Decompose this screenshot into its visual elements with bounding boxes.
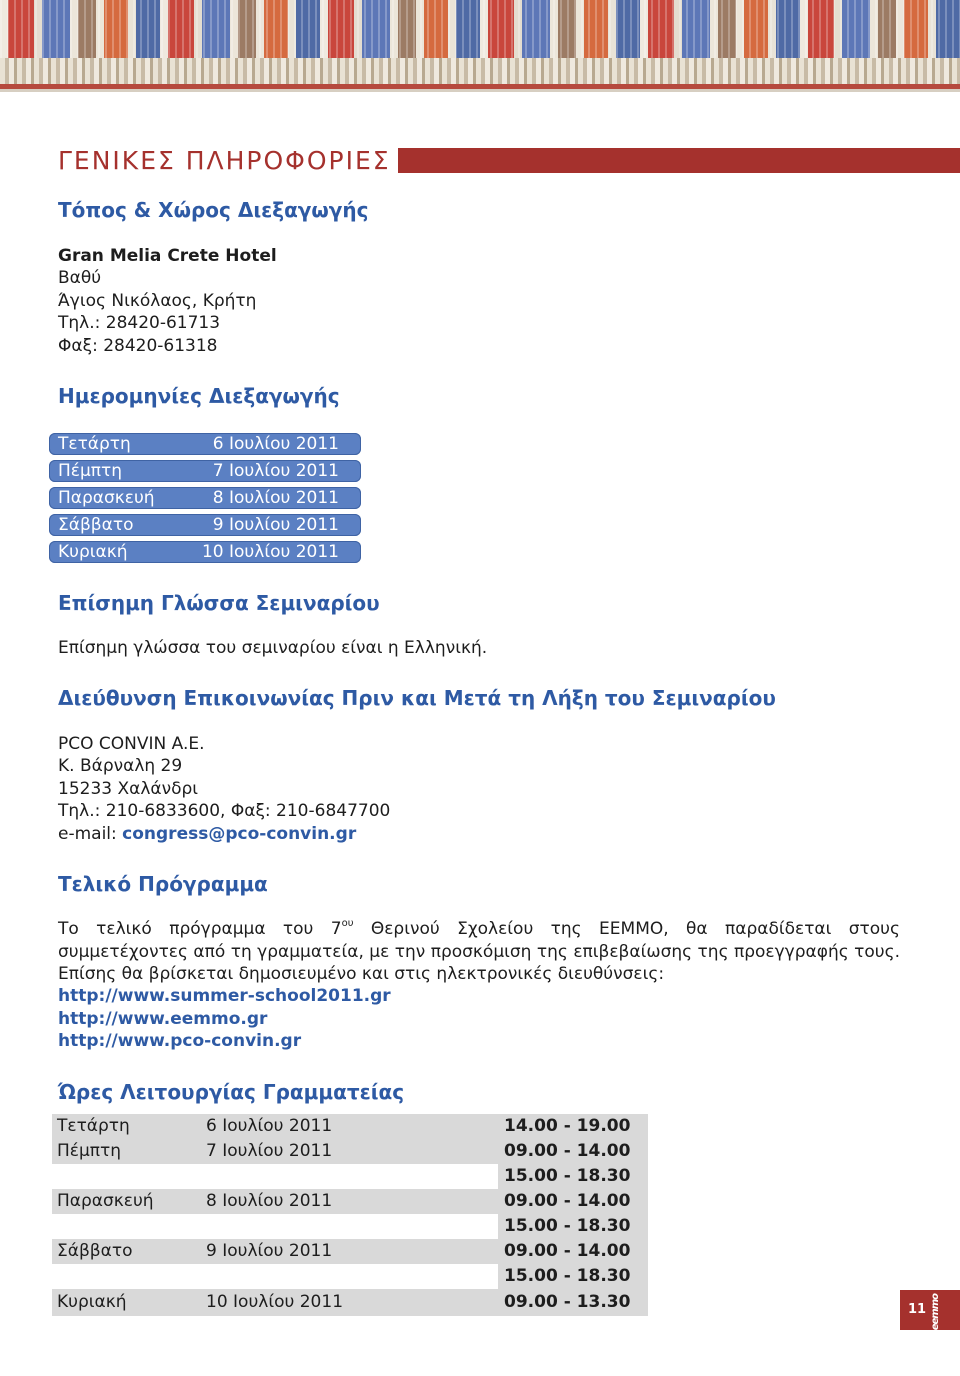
table-row: [52, 1264, 648, 1289]
date-value: 9 Ιουλίου 2011: [212, 515, 339, 535]
date-pill: [49, 433, 361, 455]
dates-heading: Ημερομηνίες Διεξαγωγής: [58, 384, 340, 408]
hours-time: 09.00 - 14.00: [504, 1241, 631, 1261]
hours-day: Πέμπτη: [57, 1141, 122, 1161]
hours-time: 14.00 - 19.00: [504, 1116, 631, 1136]
program-link[interactable]: http://www.eemmo.gr: [58, 1009, 268, 1029]
hours-day: Σάββατο: [57, 1241, 133, 1261]
date-pill: [49, 460, 361, 482]
venue-heading: Τόπος & Χώρος Διεξαγωγής: [58, 198, 369, 222]
hours-date: 9 Ιουλίου 2011: [206, 1241, 333, 1261]
contact-heading: Διεύθυνση Επικοινωνίας Πριν και Μετά τη Λήξη του Σεμιναρίου: [58, 686, 776, 710]
date-value: 7 Ιουλίου 2011: [212, 461, 339, 481]
date-pill: [49, 541, 361, 563]
hours-time: 09.00 - 14.00: [504, 1191, 631, 1211]
hours-day: Παρασκευή: [57, 1191, 154, 1211]
hours-date: 10 Ιουλίου 2011: [206, 1292, 344, 1312]
hours-date: 7 Ιουλίου 2011: [206, 1141, 333, 1161]
table-row: [52, 1289, 648, 1316]
table-row: [52, 1139, 648, 1164]
hours-time: 09.00 - 13.30: [504, 1292, 631, 1312]
page-title: ΓΕΝΙΚΕΣ ΠΛΗΡΟΦΟΡΙΕΣ: [58, 146, 391, 175]
table-row: [52, 1214, 648, 1239]
hours-table: [52, 1114, 648, 1316]
contact-city: 15233 Χαλάνδρι: [58, 779, 199, 799]
date-day: Σάββατο: [58, 515, 134, 535]
hours-time: 15.00 - 18.30: [498, 1264, 648, 1289]
hours-time: 09.00 - 14.00: [504, 1141, 631, 1161]
table-row: [52, 1189, 648, 1214]
dates-list: [49, 433, 361, 568]
date-pill: [49, 487, 361, 509]
table-row: [52, 1164, 648, 1189]
venue-line1: Βαθύ: [58, 268, 102, 288]
date-day: Πέμπτη: [58, 461, 123, 481]
decorative-mosaic-band: [0, 0, 960, 95]
hours-date: 8 Ιουλίου 2011: [206, 1191, 333, 1211]
program-text-b: Θερινού Σχολείου της ΕΕΜΜΟ, θα παραδίδεται στους συμμετέχοντες από τη γραμματεία, με την προσκόμιση της επιβεβαίωσης της προεγγραφής τους. Επίσης θα βρίσκεται δημοσιευμένο και στις ηλεκτρονικές διευθύνσεις:: [58, 919, 900, 984]
contact-street: Κ. Βάρναλη 29: [58, 756, 183, 776]
hours-day: Τετάρτη: [57, 1116, 130, 1136]
page-number: 11: [908, 1302, 927, 1317]
venue-name: Gran Melia Crete Hotel: [58, 246, 277, 266]
program-link[interactable]: http://www.summer-school2011.gr: [58, 986, 391, 1006]
mosaic-gray-line: [0, 89, 960, 92]
date-day: Κυριακή: [58, 542, 128, 562]
language-heading: Επίσημη Γλώσσα Σεμιναρίου: [58, 591, 380, 615]
program-link[interactable]: http://www.pco-convin.gr: [58, 1031, 302, 1051]
eemmo-logo: eemmo: [930, 1294, 941, 1331]
program-heading: Τελικό Πρόγραμμα: [58, 872, 268, 896]
hours-time: 15.00 - 18.30: [498, 1164, 648, 1189]
program-text: [58, 918, 900, 986]
hours-heading: Ώρες Λειτουργίας Γραμματείας: [58, 1080, 405, 1104]
venue-line2: Άγιος Νικόλαος, Κρήτη: [58, 291, 257, 311]
email-link[interactable]: congress@pco-convin.gr: [122, 824, 357, 844]
table-row: [52, 1114, 648, 1139]
date-value: 8 Ιουλίου 2011: [212, 488, 339, 508]
venue-phone: Τηλ.: 28420-61713: [58, 313, 221, 333]
date-pill: [49, 514, 361, 536]
mosaic-pattern: [0, 0, 960, 58]
contact-company: PCO CONVIN A.E.: [58, 734, 205, 754]
program-text-sup: ου: [341, 918, 354, 929]
hours-date: 6 Ιουλίου 2011: [206, 1116, 333, 1136]
hours-day: Κυριακή: [57, 1292, 127, 1312]
venue-fax: Φαξ: 28420-61318: [58, 336, 218, 356]
title-bar: [398, 148, 960, 173]
date-day: Παρασκευή: [58, 488, 155, 508]
contact-phones: Τηλ.: 210-6833600, Φαξ: 210-6847700: [58, 801, 391, 821]
contact-email-line: [58, 823, 356, 846]
mosaic-stripe: [0, 58, 960, 84]
language-text: Επίσημη γλώσσα του σεμιναρίου είναι η Ελληνική.: [58, 638, 488, 658]
date-value: 10 Ιουλίου 2011: [201, 542, 339, 562]
date-day: Τετάρτη: [58, 434, 131, 454]
page-number-tab: [900, 1290, 960, 1330]
hours-time: 15.00 - 18.30: [498, 1214, 648, 1239]
date-value: 6 Ιουλίου 2011: [212, 434, 339, 454]
table-row: [52, 1239, 648, 1264]
email-label: e-mail:: [58, 824, 123, 844]
program-text-a: Το τελικό πρόγραμμα του 7: [58, 919, 342, 939]
